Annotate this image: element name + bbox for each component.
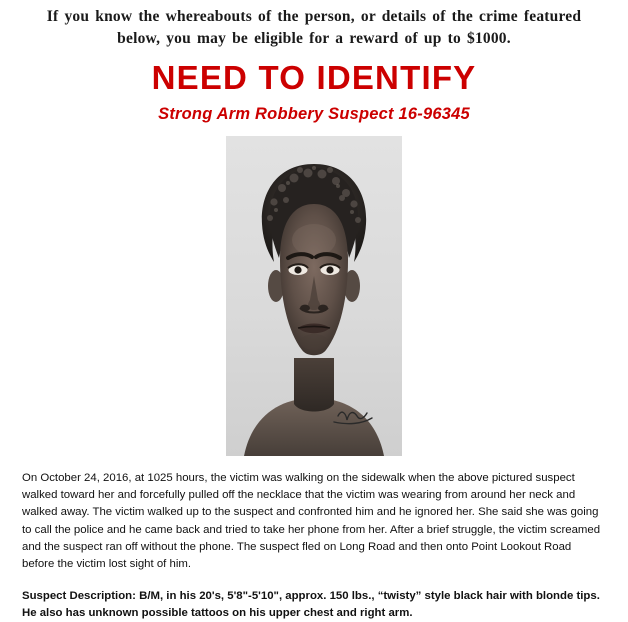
narrative-paragraph: On October 24, 2016, at 1025 hours, the victim was walking on the sidewalk when the above pictured suspect walked toward her and forcefully pulled off the necklace that the victim was wearing from around her neck and walked away. The victim walked up to the suspect and confronted him and he ignored her. She said she was going to call the police and he came back and tried to take her phone from her. After a brief struggle, the victim screamed and the suspect ran off without the phone. The suspect fled on Long Road and then onto Point Lookout Road before the victim lost sight of him. — [22, 471, 601, 571]
narrative-text — [22, 470, 606, 574]
header-line-2: below, you may be eligible for a reward of up to $1000. — [117, 30, 511, 48]
case-subtitle: Strong Arm Robbery Suspect 16-96345 — [158, 104, 470, 123]
sketch-frame — [226, 136, 402, 456]
sketch-illustration — [226, 136, 402, 456]
suspect-sketch — [226, 136, 402, 456]
header-line-1: If you know the whereabouts of the person, or details of the crime featured — [46, 8, 582, 25]
page-title: NEED TO IDENTIFY — [151, 58, 477, 96]
header-block — [0, 0, 628, 51]
suspect-description-text: Suspect Description: B/M, in his 20's, 5'8"-5'10", approx. 150 lbs., “twisty” style black hair with blonde tips. He also has unknown possible tattoos on his upper chest and right arm. — [22, 589, 600, 619]
suspect-description — [22, 588, 606, 622]
